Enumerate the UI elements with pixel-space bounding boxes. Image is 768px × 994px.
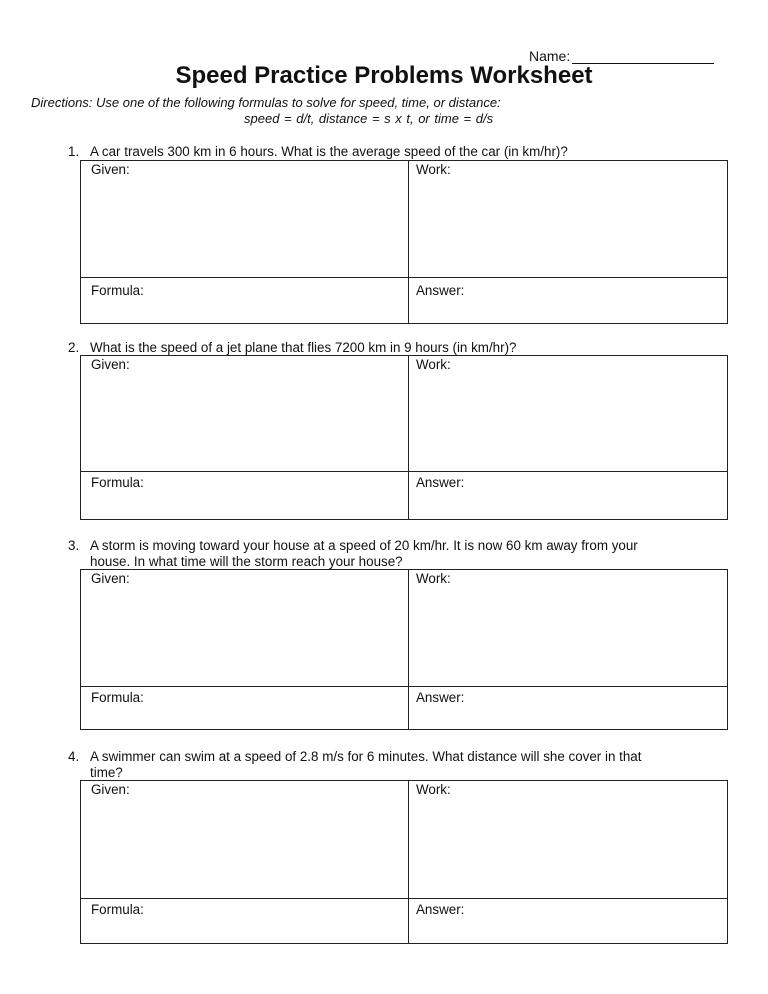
name-label: Name: [529, 48, 571, 64]
answer-box-2 [80, 355, 728, 520]
given-label: Given: [91, 571, 130, 586]
answer-box-1 [80, 160, 728, 324]
answer-label: Answer: [416, 475, 465, 490]
answer-label: Answer: [416, 902, 465, 917]
given-label: Given: [91, 782, 130, 797]
question-number: 1. [68, 144, 80, 159]
formula-label: Formula: [91, 902, 144, 917]
question-3 [68, 538, 638, 570]
question-1 [68, 144, 568, 160]
question-text: A car travels 300 km in 6 hours. What is the average speed of the car (in km/hr)? [90, 144, 568, 159]
work-label: Work: [416, 571, 451, 586]
question-text: A storm is moving toward your house at a speed of 20 km/hr. It is now 60 km away from your [90, 538, 638, 553]
formula-label: Formula: [91, 475, 144, 490]
question-text: A swimmer can swim at a speed of 2.8 m/s for 6 minutes. What distance will she cover in that [90, 749, 642, 764]
answer-box-4 [80, 780, 728, 944]
question-text-cont: time? [90, 765, 123, 780]
question-2 [68, 340, 517, 356]
given-label: Given: [91, 162, 130, 177]
question-number: 3. [68, 538, 80, 553]
question-number: 2. [68, 340, 80, 355]
work-label: Work: [416, 357, 451, 372]
formulas: speed = d/t, distance = s x t, or time = d/s [244, 111, 494, 126]
question-text-cont: house. In what time will the storm reach your house? [90, 554, 403, 569]
question-4 [68, 749, 641, 781]
question-text: What is the speed of a jet plane that flies 7200 km in 9 hours (in km/hr)? [90, 340, 517, 355]
work-label: Work: [416, 782, 451, 797]
given-label: Given: [91, 357, 130, 372]
page-title: Speed Practice Problems Worksheet [175, 62, 593, 89]
question-number: 4. [68, 749, 80, 764]
answer-label: Answer: [416, 283, 465, 298]
formula-label: Formula: [91, 690, 144, 705]
answer-box-3 [80, 569, 728, 730]
work-label: Work: [416, 162, 451, 177]
answer-label: Answer: [416, 690, 465, 705]
directions: Directions: Use one of the following formulas to solve for speed, time, or distance: [31, 95, 501, 110]
formula-label: Formula: [91, 283, 144, 298]
